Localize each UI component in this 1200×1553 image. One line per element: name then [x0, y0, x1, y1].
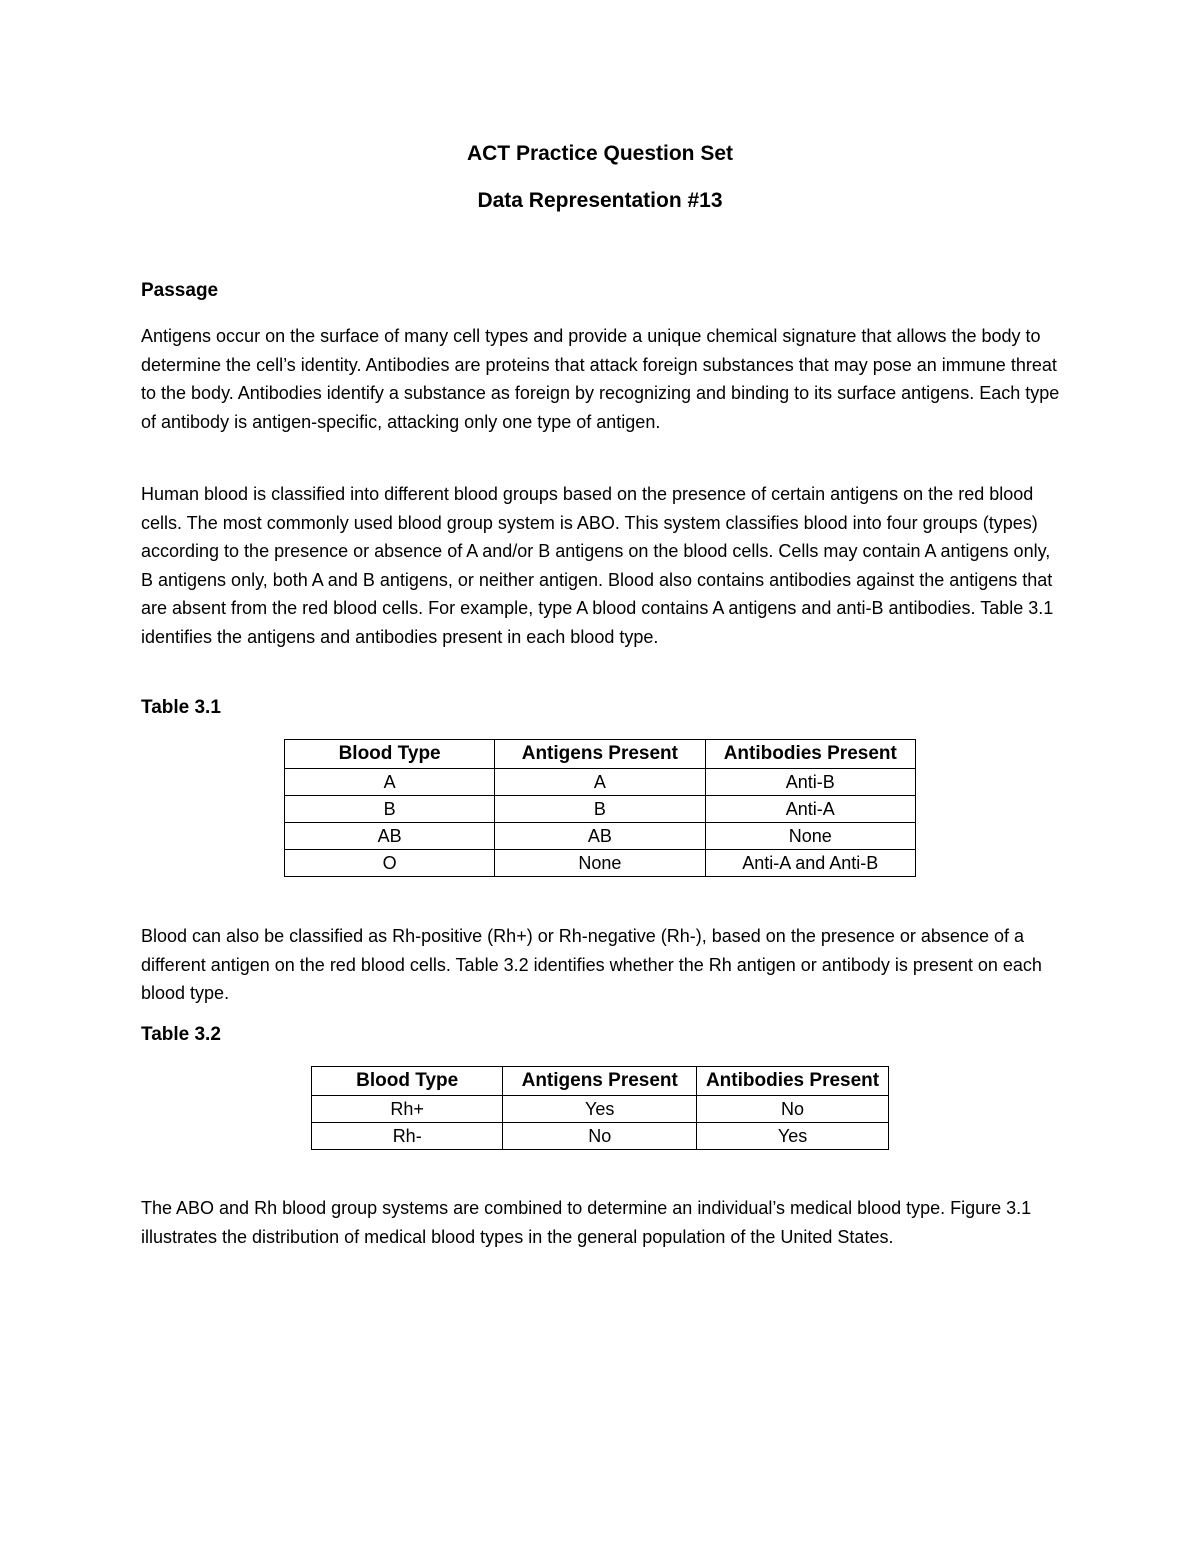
rh-table	[311, 1066, 889, 1150]
table-cell: B	[285, 796, 495, 823]
table-cell: B	[495, 796, 705, 823]
table-cell: Yes	[503, 1096, 697, 1123]
passage-heading: Passage	[141, 280, 219, 301]
paragraph-antigens	[141, 322, 1061, 436]
table-row	[285, 850, 916, 877]
table-cell: No	[697, 1096, 889, 1123]
paragraph-rh-factor	[141, 922, 1061, 1008]
table-header-row	[285, 740, 916, 769]
table-row	[312, 1096, 889, 1123]
column-header: Antibodies Present	[705, 740, 915, 769]
table-row	[285, 769, 916, 796]
column-header: Antigens Present	[495, 740, 705, 769]
column-header: Blood Type	[285, 740, 495, 769]
table-row	[312, 1123, 889, 1150]
abo-table	[284, 739, 916, 877]
paragraph-text: Antigens occur on the surface of many cell types and provide a unique chemical signature that allows the body to determine the cell’s identity. Antibodies are proteins that attack foreign substances that may pose an immune threat to the body. Antibodies identify a substance as foreign by recognizing and binding to its surface antigens. Each type of antibody is antigen-specific, attacking only one type of antigen.	[141, 326, 1060, 432]
document-subtitle: Data Representation #13	[477, 189, 723, 212]
table1-label: Table 3.1	[141, 697, 221, 718]
paragraph-medical-blood-type	[141, 1194, 1061, 1251]
paragraph-blood-groups	[141, 480, 1061, 652]
column-header: Antibodies Present	[697, 1067, 889, 1096]
table-cell: Rh-	[312, 1123, 503, 1150]
table2-label: Table 3.2	[141, 1024, 221, 1045]
column-header: Blood Type	[312, 1067, 503, 1096]
table-row	[285, 823, 916, 850]
table-cell: Anti-B	[705, 769, 915, 796]
table-cell: A	[285, 769, 495, 796]
table-cell: Anti-A and Anti-B	[705, 850, 915, 877]
table-cell: Yes	[697, 1123, 889, 1150]
table-row	[285, 796, 916, 823]
table-cell: None	[705, 823, 915, 850]
paragraph-text: The ABO and Rh blood group systems are combined to determine an individual’s medical blood type. Figure 3.1 illustrates the distribution of medical blood types in the general population of the United States.	[141, 1198, 1032, 1247]
paragraph-text: Blood can also be classified as Rh-positive (Rh+) or Rh-negative (Rh-), based on the presence or absence of a different antigen on the red blood cells. Table 3.2 identifies whether the Rh antigen or antibody is present on each blood type.	[141, 926, 1042, 1004]
document-title: ACT Practice Question Set	[466, 142, 734, 165]
table-cell: AB	[495, 823, 705, 850]
table-cell: Anti-A	[705, 796, 915, 823]
table-cell: None	[495, 850, 705, 877]
table-cell: Rh+	[312, 1096, 503, 1123]
table-cell: No	[503, 1123, 697, 1150]
column-header: Antigens Present	[503, 1067, 697, 1096]
paragraph-text: Human blood is classified into different blood groups based on the presence of certain antigens on the red blood cells. The most commonly used blood group system is ABO. This system classifies blood into four groups (types) according to the presence or absence of A and/or B antigens on the blood cells. Cells may contain A antigens only, B antigens only, both A and B antigens, or neither antigen. Blood also contains antibodies against the antigens that are absent from the red blood cells. For example, type A blood contains A antigens and anti-B antibodies. Table 3.1 identifies the antigens and antibodies present in each blood type.	[141, 484, 1054, 647]
table-cell: O	[285, 850, 495, 877]
table-cell: AB	[285, 823, 495, 850]
table-header-row	[312, 1067, 889, 1096]
table-cell: A	[495, 769, 705, 796]
